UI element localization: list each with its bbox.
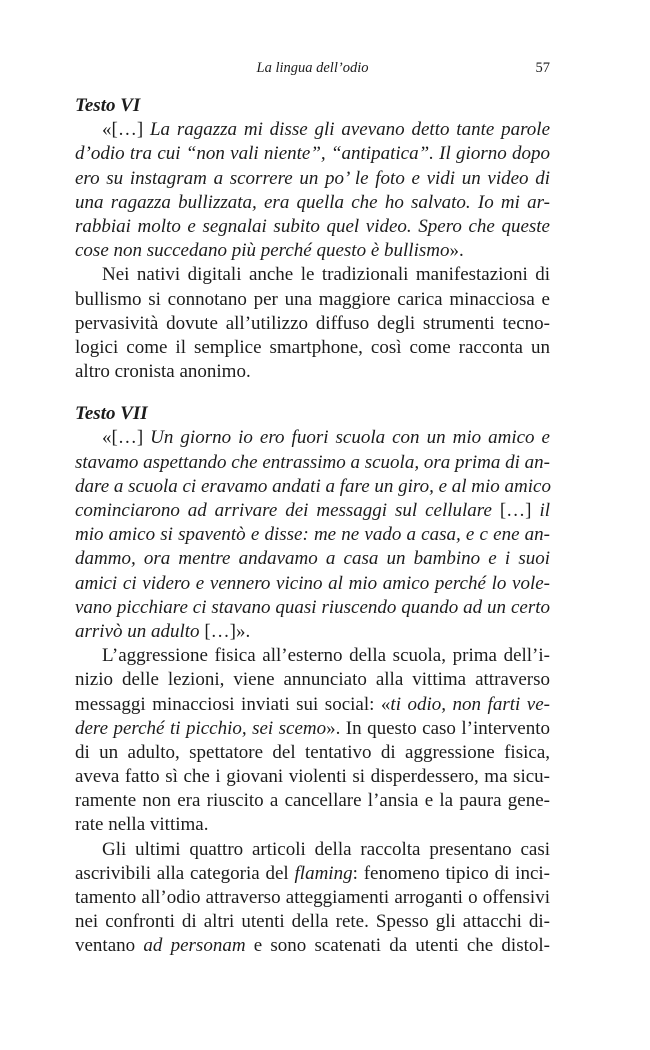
text-line bbox=[75, 142, 550, 166]
italic-run: vano picchiare ci stavano quasi riuscendo quando ad un certo bbox=[75, 596, 550, 618]
page-body bbox=[75, 94, 550, 959]
text-line bbox=[75, 644, 550, 668]
section-gap bbox=[75, 384, 550, 402]
text-line bbox=[75, 499, 550, 523]
italic-run: cose non succedano più perché questo è bullismo bbox=[75, 240, 450, 262]
page-number: 57 bbox=[535, 60, 550, 76]
italic-run: stavamo aspettando che entrassimo a scuola, ora prima di an- bbox=[75, 451, 550, 473]
italic-run: Un giorno io ero fuori scuola con un mio amico e bbox=[150, 427, 550, 449]
text-line bbox=[75, 263, 550, 287]
italic-run: ti odio, non farti ve- bbox=[390, 693, 550, 715]
text-run: nei confronti di altri utenti della rete. Spesso gli attacchi di- bbox=[75, 911, 550, 933]
italic-run: ero su instagram a scorrere un po’ le foto e vidi un video di bbox=[75, 167, 550, 189]
italic-run: dammo, ora mentre andavamo a casa un bambino e i suoi bbox=[75, 548, 550, 570]
text-line bbox=[75, 572, 550, 596]
text-line bbox=[75, 451, 550, 475]
text-run: aveva fatto sì che i giovani violenti si disperdessero, ma sicu- bbox=[75, 766, 550, 788]
italic-run: dere perché ti picchio, sei scemo bbox=[75, 717, 327, 739]
text-line bbox=[75, 838, 550, 862]
text-line bbox=[75, 523, 550, 547]
text-line bbox=[75, 336, 550, 360]
text-run: «[…] bbox=[102, 119, 150, 141]
quote-testo-vii bbox=[75, 426, 550, 644]
text-line bbox=[75, 717, 550, 741]
text-line bbox=[75, 475, 550, 499]
text-run: bullismo si connotano per una maggiore carica minacciosa e bbox=[75, 288, 550, 310]
paragraph-nativi-digitali bbox=[75, 263, 550, 384]
text-run: ». bbox=[449, 240, 464, 262]
text-line bbox=[75, 789, 550, 813]
text-line bbox=[75, 191, 550, 215]
text-run: […] bbox=[499, 500, 540, 521]
italic-run: una ragazza bullizzata, era quella che ho salvato. Io mi ar- bbox=[75, 191, 550, 213]
section-heading-testo-vi: Testo VI bbox=[75, 95, 141, 116]
text-line bbox=[75, 596, 550, 620]
text-line bbox=[75, 547, 550, 571]
text-line bbox=[75, 813, 550, 837]
running-title: La lingua dell’odio bbox=[256, 60, 369, 76]
italic-run: dare a scuola ci eravamo andati a fare un giro, e al mio amico bbox=[75, 475, 551, 497]
text-run: e sono scatenati da utenti che distol- bbox=[245, 935, 550, 957]
text-run: ventano bbox=[75, 935, 144, 957]
italic-run: amici ci videro e vennero vicino al mio amico perché lo vole- bbox=[75, 572, 550, 594]
text-line bbox=[75, 360, 550, 384]
text-run: L’aggressione fisica all’esterno della scuola, prima dell’i- bbox=[102, 645, 550, 667]
text-line bbox=[75, 693, 550, 717]
text-run: Gli ultimi quattro articoli della raccolta presentano casi bbox=[102, 838, 550, 860]
text-line bbox=[75, 910, 550, 934]
italic-run: cominciarono ad arrivare dei messaggi sul cellulare bbox=[75, 500, 500, 521]
section-heading-testo-vii: Testo VII bbox=[75, 403, 148, 425]
italic-run: rabbiai molto e segnalai subito quel video. Spero che queste bbox=[75, 215, 550, 237]
text-line bbox=[75, 215, 550, 239]
text-run: «[…] bbox=[102, 427, 151, 449]
text-line bbox=[75, 862, 550, 886]
italic-run: d’odio tra cui “non vali niente”, “antipatica”. Il giorno dopo bbox=[75, 143, 550, 165]
text-line bbox=[75, 239, 550, 263]
text-line bbox=[75, 167, 550, 191]
text-line bbox=[75, 118, 550, 142]
text-run: rate nella vittima. bbox=[75, 814, 209, 836]
text-line bbox=[75, 934, 550, 958]
text-line bbox=[75, 765, 550, 789]
text-run: logici come il semplice smartphone, così come racconta un bbox=[75, 336, 550, 358]
text-line bbox=[75, 668, 550, 692]
italic-run: flaming bbox=[294, 862, 353, 884]
text-run: pervasività dovute all’utilizzo diffuso degli strumenti tecno- bbox=[75, 312, 550, 334]
running-head bbox=[75, 60, 550, 82]
italic-run: La ragazza mi disse gli avevano detto tante parole bbox=[149, 119, 551, 141]
text-run: nizio delle lezioni, viene annunciato alla vittima attraverso bbox=[75, 669, 550, 691]
text-run: : fenomeno tipico di inci- bbox=[352, 862, 550, 884]
text-run: ascrivibili alla categoria del bbox=[75, 862, 295, 884]
text-run: messaggi minacciosi inviati sui social: « bbox=[75, 693, 391, 715]
text-line bbox=[75, 741, 550, 765]
italic-run: mio amico si spaventò e disse: me ne vado a casa, e c ene an- bbox=[75, 524, 550, 546]
text-run: […]». bbox=[204, 620, 251, 642]
italic-run: ad personam bbox=[143, 935, 246, 957]
text-line bbox=[75, 312, 550, 336]
paragraph-flaming bbox=[75, 838, 550, 959]
text-line bbox=[75, 886, 550, 910]
text-run: tamento all’odio attraverso atteggiamenti arroganti o offensivi bbox=[75, 887, 550, 908]
text-run: altro cronista anonimo. bbox=[75, 361, 251, 383]
text-line bbox=[75, 288, 550, 312]
text-line bbox=[75, 620, 550, 644]
italic-run: il bbox=[539, 500, 550, 521]
text-run: Nei nativi digitali anche le tradizionali manifestazioni di bbox=[102, 264, 550, 286]
paragraph-aggressione-fisica bbox=[75, 644, 550, 838]
text-run: ramente non era riuscito a cancellare l’ansia e la paura gene- bbox=[75, 790, 550, 812]
quote-testo-vi bbox=[75, 118, 550, 263]
text-run: di un adulto, spettatore del tentativo di aggressione fisica, bbox=[75, 741, 550, 763]
text-line bbox=[75, 426, 550, 450]
italic-run: arrivò un adulto bbox=[75, 620, 205, 642]
text-run: ». In questo caso l’intervento bbox=[326, 717, 550, 739]
